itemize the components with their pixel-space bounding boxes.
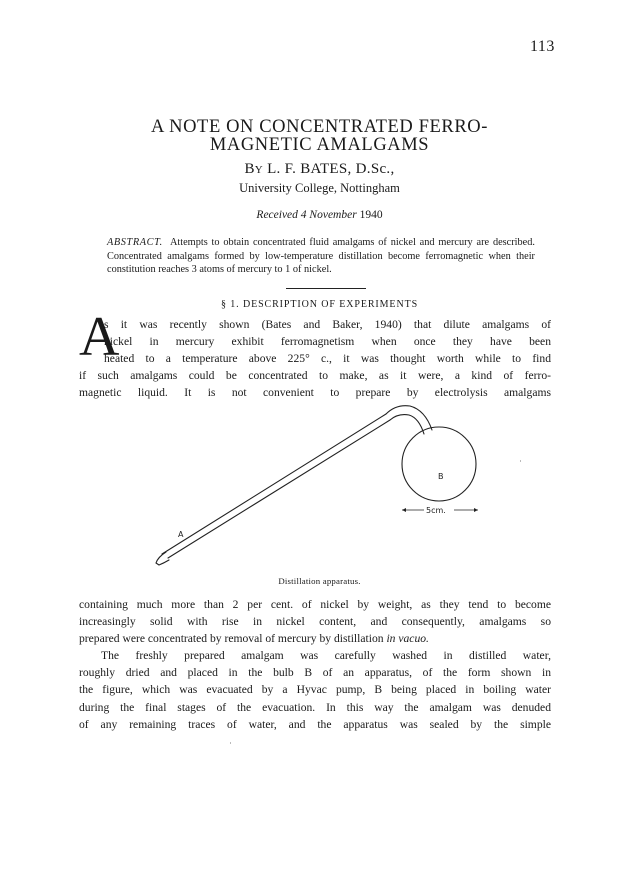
abstract-text: Attempts to obtain concentrated fluid amalgams of nickel and mercury are described. Concentrated amalgams formed by low-temperature distillation become ferromagnetic when their constitution reaches 3 atoms of mercury to 1 of nickel. bbox=[107, 237, 535, 276]
section-heading: § 1. DESCRIPTION OF EXPERIMENTS bbox=[220, 299, 419, 310]
author-affiliation: University College, Nottingham bbox=[239, 181, 400, 195]
text-line: heated to a temperature above 225° c., it was thought worth while to find bbox=[104, 352, 551, 366]
paper-title-line-2: MAGNETIC AMALGAMS bbox=[209, 135, 430, 155]
author-by: By bbox=[244, 161, 264, 177]
text-line: of any remaining traces of water, and the apparatus was sealed by the simple bbox=[79, 717, 551, 731]
paragraph-1 bbox=[79, 316, 551, 401]
paragraph-2 bbox=[79, 596, 551, 733]
text-line: containing much more than 2 per cent. of nickel by weight, as they tend to become bbox=[79, 598, 551, 611]
text-line: increasingly solid with rise in nickel content, and consequently, amalgams so bbox=[79, 615, 551, 629]
page-number: 113 bbox=[530, 38, 555, 55]
text-line-part: prepared were concentrated by removal of mercury by distillation bbox=[79, 632, 387, 646]
scan-speck bbox=[230, 742, 231, 744]
abstract-label: ABSTRACT. bbox=[107, 237, 163, 248]
figure-caption: Distillation apparatus. bbox=[278, 576, 361, 586]
text-line: nickel in mercury exhibit ferromagnetism when once they have been bbox=[104, 335, 551, 349]
scan-speck bbox=[520, 460, 521, 462]
text-line: the figure, which was evacuated by a Hyvac pump, B being placed in boiling water bbox=[79, 683, 551, 697]
text-line: during the final stages of the evacuation. In this way the amalgam was denuded bbox=[79, 700, 551, 714]
scale-label: 5cm. bbox=[426, 506, 446, 515]
text-line: The freshly prepared amalgam was carefully washed in distilled water, bbox=[101, 649, 551, 663]
received-date bbox=[0, 209, 639, 221]
text-line bbox=[79, 630, 551, 647]
author-name: L. F. BATES, D.Sc., bbox=[267, 161, 395, 177]
text-line: roughly dried and placed in the bulb B of an apparatus, of the form shown in bbox=[79, 666, 551, 680]
drop-cap: A bbox=[79, 306, 120, 368]
received-year: 1940 bbox=[359, 209, 383, 221]
abstract bbox=[107, 236, 535, 277]
text-line: if such amalgams could be concentrated to make, as it were, a kind of ferro- bbox=[79, 369, 551, 383]
author-line bbox=[0, 161, 639, 178]
label-a: A bbox=[178, 530, 184, 539]
section-divider bbox=[286, 288, 366, 289]
text-line: s it was recently shown (Bates and Baker, 1940) that dilute amalgams of bbox=[104, 318, 551, 331]
text-line: magnetic liquid. It is not convenient to prepare by electrolysis amalgams bbox=[79, 386, 551, 400]
paper-title-line-1: A NOTE ON CONCENTRATED FERRO- bbox=[150, 117, 489, 137]
label-b: B bbox=[438, 472, 444, 481]
received-label: Received 4 November bbox=[256, 209, 357, 221]
distillation-apparatus-figure bbox=[148, 392, 488, 582]
in-vacuo-term: in vacuo. bbox=[386, 632, 429, 646]
